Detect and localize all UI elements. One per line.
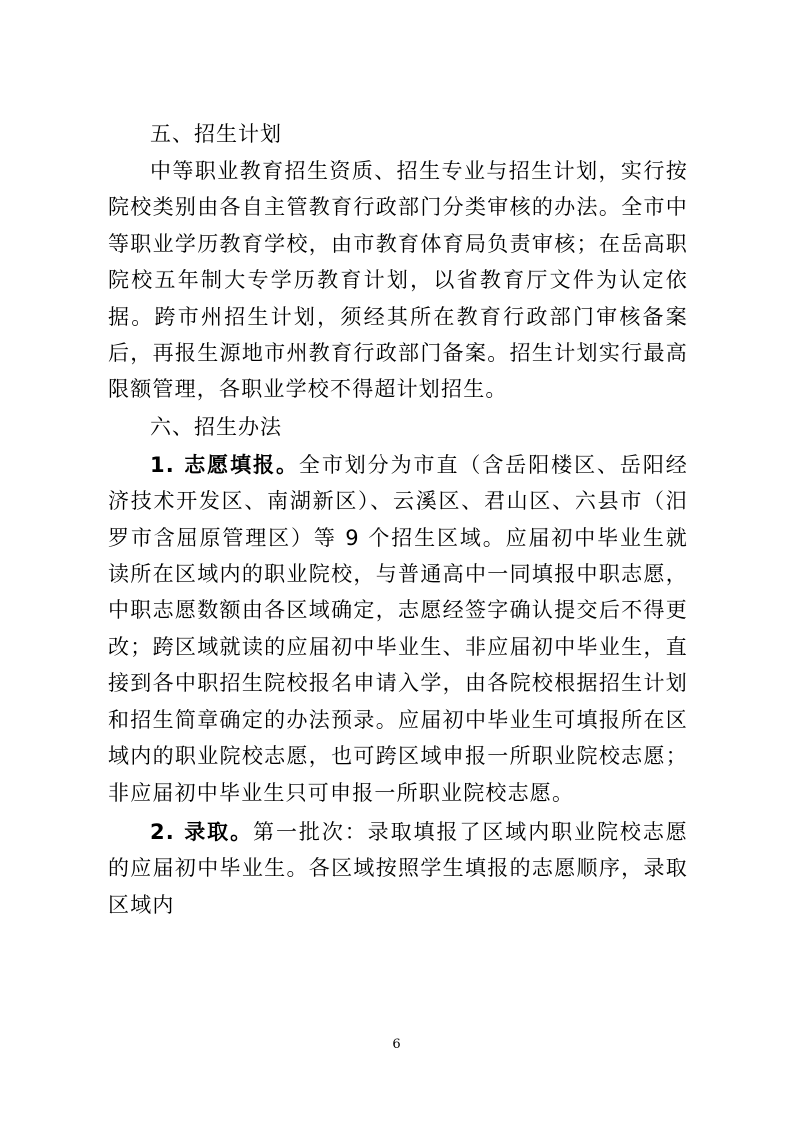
item-lead-volunteer-application: 1. 志愿填报。: [150, 452, 299, 477]
item-text-volunteer-application: 全市划分为市直（含岳阳楼区、岳阳经济技术开发区、南湖新区）、云溪区、君山区、六县市（汨罗市含屈原管理区）等 9 个招生区域。应届初中毕业生就读所在区域内的职业院校，与普通高中一同填报中职志愿，中职志愿数额由各区域确定，志愿经签字确认提交后不得更改；跨区域就读的应届初中毕业生、非应届初中毕业生，直接到各中职招生院校报名申请入学，由各院校根据招生计划和招生简章确定的办法预录。应届初中毕业生可填报所在区域内的职业院校志愿，也可跨区域申报一所职业院校志愿；非应届初中毕业生只可申报一所职业院校志愿。: [108, 452, 688, 805]
section-heading-enrollment-plan: 五、招生计划: [150, 122, 282, 146]
section-heading-enrollment-method: 六、招生办法: [150, 414, 282, 439]
page-content: [108, 116, 688, 923]
paragraph-enrollment-plan: 中等职业教育招生资质、招生专业与招生计划，实行按院校类别由各自主管教育行政部门分类审核的办法。全市中等职业学历教育学校，由市教育体育局负责审核；在岳高职院校五年制大专学历教育计划，以省教育厅文件为认定依据。跨市州招生计划，须经其所在教育行政部门审核备案后，再报生源地市州教育行政部门备案。招生计划实行最高限额管理，各职业学校不得超计划招生。: [108, 159, 688, 402]
item-text-admission: 第一批次：录取填报了区域内职业院校志愿的应届初中毕业生。各区域按照学生填报的志愿顺序，录取区域内: [108, 819, 688, 917]
paragraph-volunteer-application: [108, 447, 688, 811]
item-lead-admission: 2. 录取。: [150, 819, 254, 844]
page-number: 6: [392, 1037, 401, 1052]
paragraph-admission: [108, 814, 688, 923]
